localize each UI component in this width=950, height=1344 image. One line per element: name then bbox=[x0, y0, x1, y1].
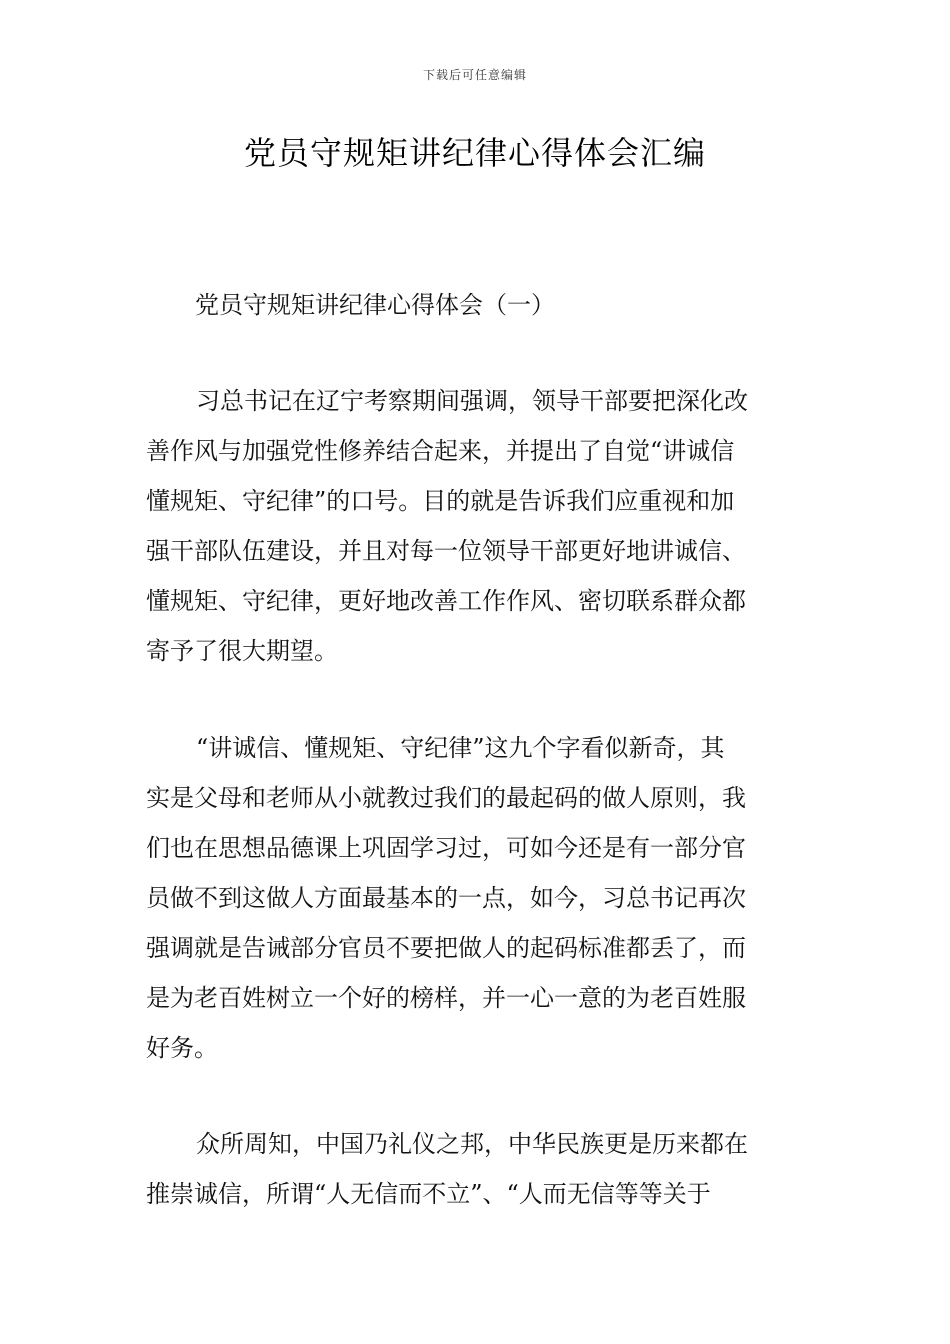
paragraph-line: 习总书记在辽宁考察期间强调，领导干部要把深化改 bbox=[196, 387, 748, 415]
paragraph-line: 懂规矩、守纪律”的口号。目的就是告诉我们应重视和加 bbox=[146, 487, 735, 515]
paragraph-2 bbox=[146, 723, 810, 1073]
paragraph-line: 懂规矩、守纪律，更好地改善工作作风、密切联系群众都 bbox=[146, 587, 746, 615]
header-note: 下载后可任意编辑 bbox=[422, 68, 527, 82]
paragraph-line: 善作风与加强党性修养结合起来，并提出了自觉“讲诚信 bbox=[146, 437, 735, 465]
paragraph-1 bbox=[146, 376, 810, 676]
paragraph-line: 们也在思想品德课上巩固学习过，可如今还是有一部分官 bbox=[146, 834, 746, 862]
paragraph-line: 强调就是告诫部分官员不要把做人的起码标准都丢了，而 bbox=[146, 934, 746, 962]
paragraph-line: 推崇诚信，所谓“人无信而不立”、“人而无信等等关于 bbox=[146, 1180, 711, 1208]
paragraph-line: 强干部队伍建设，并且对每一位领导干部更好地讲诚信、 bbox=[146, 537, 746, 565]
paragraph-3 bbox=[146, 1119, 810, 1219]
section-title: 党员守规矩讲纪律心得体会（一） bbox=[195, 291, 555, 319]
paragraph-line: 好务。 bbox=[146, 1034, 218, 1062]
paragraph-line: 实是父母和老师从小就教过我们的最起码的做人原则，我 bbox=[146, 784, 746, 812]
document-title: 党员守规矩讲纪律心得体会汇编 bbox=[243, 134, 706, 172]
paragraph-line: 是为老百姓树立一个好的榜样，并一心一意的为老百姓服 bbox=[146, 984, 746, 1012]
paragraph-line: 员做不到这做人方面最基本的一点，如今，习总书记再次 bbox=[146, 884, 746, 912]
paragraph-line: 众所周知，中国乃礼仪之邦，中华民族更是历来都在 bbox=[196, 1130, 748, 1158]
paragraph-line: “讲诚信、懂规矩、守纪律”这九个字看似新奇，其 bbox=[196, 734, 725, 762]
paragraph-line: 寄予了很大期望。 bbox=[146, 637, 338, 665]
